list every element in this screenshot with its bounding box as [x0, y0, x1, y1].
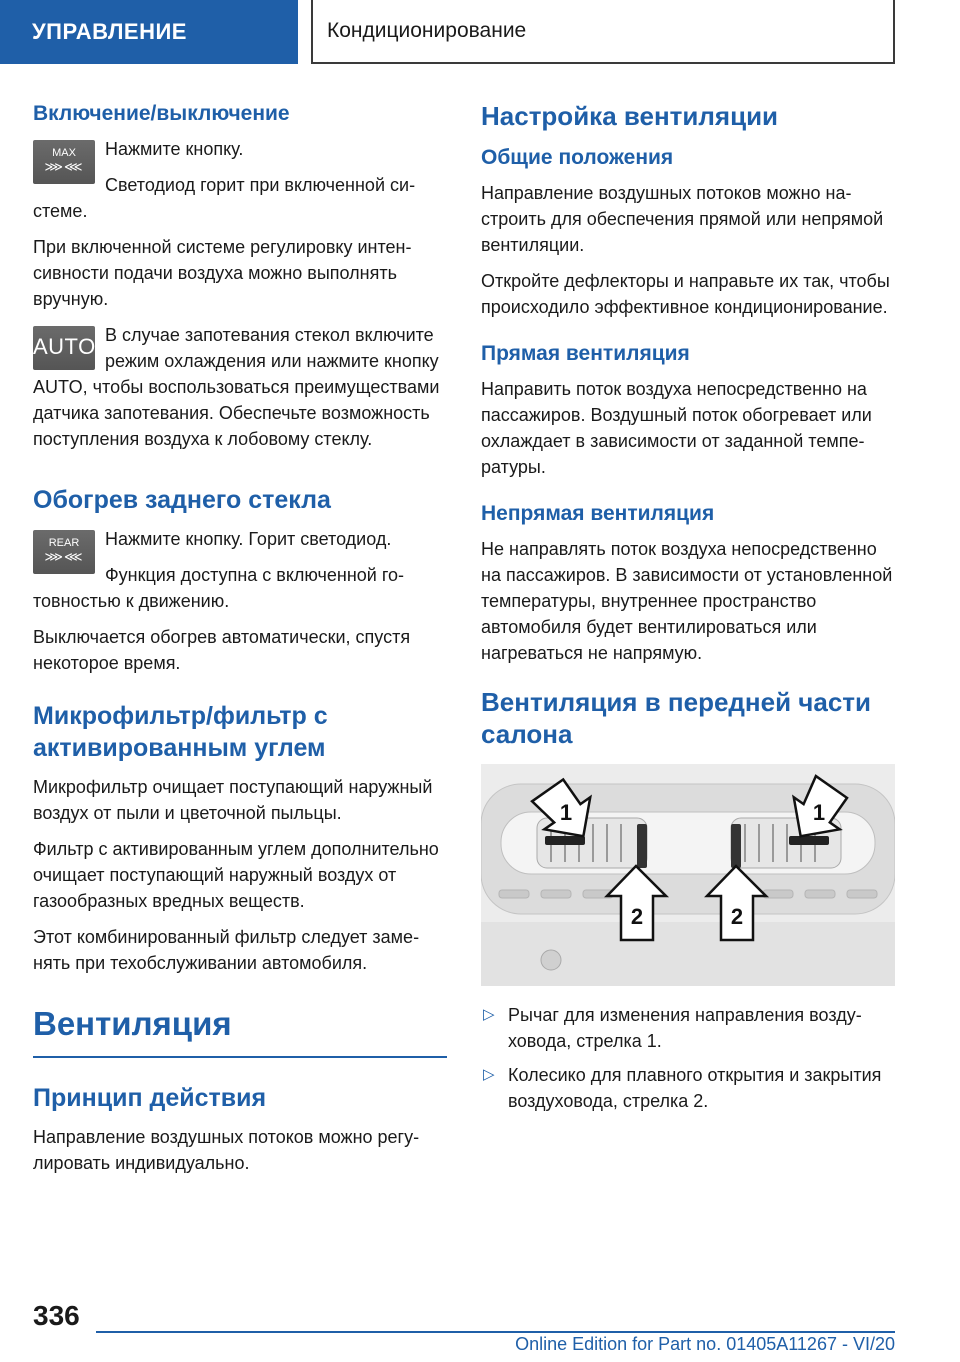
list-item	[481, 1062, 895, 1114]
heading-principle: Принцип действия	[33, 1084, 267, 1112]
heading-rear: Обогрев заднего стекла	[33, 486, 331, 514]
footer-rule	[96, 1331, 895, 1333]
paragraph-indirect: Не направлять поток воздуха непосредственно на пассажиров. В зависимости от установленной температуры, внутреннее пространство автомобиля будет вентилироваться или нагреваться не напрямую.	[481, 539, 893, 663]
auto-icon-label: AUTO	[33, 334, 96, 359]
auto-block	[33, 322, 447, 462]
section-tab	[0, 0, 298, 64]
max-block	[33, 136, 447, 234]
figure-label-2-left: 2	[630, 904, 644, 929]
heading-indirect: Непрямая вентиляция	[481, 502, 715, 525]
paragraph-manual: При включенной системе регулировку интенсивности подачи воздуха можно выполнять вручную.	[33, 237, 412, 309]
rear-block	[33, 526, 447, 624]
heading-filter: Микрофильтр/фильтр с активированным углем	[33, 702, 328, 762]
heading-rule	[33, 1056, 447, 1058]
triangle-bullet-icon: ▷	[483, 1066, 495, 1083]
rear-icon-label: REAR	[48, 537, 80, 549]
paragraph-principle: Направление воздушных потоков можно регулировать индивидуально.	[33, 1127, 420, 1173]
paragraph-general2: Откройте дефлекторы и направьте их так, чтобы происходило эффективное кондиционирование.	[481, 271, 890, 317]
left-column	[33, 100, 447, 1186]
defrost-wave-icon: ⋙⋘	[44, 159, 84, 174]
paragraph-filter2: Фильтр с активированным углем дополнительно очищает поступающий наружный воздух от газообразных вредных веществ.	[33, 839, 439, 911]
page-number: 336	[33, 1300, 80, 1331]
triangle-bullet-icon: ▷	[483, 1006, 495, 1023]
heading-general: Общие положения	[481, 146, 674, 169]
right-column	[481, 100, 895, 1122]
rear-defrost-button-icon	[33, 530, 95, 574]
list-item	[481, 1002, 895, 1054]
paragraph-filter3: Этот комбинированный фильтр следует заменять при техобслуживании автомобиля.	[33, 927, 420, 973]
bullet-text: Рычаг для изменения направления воздуховода, стрелка 1.	[508, 1005, 862, 1051]
heading-onoff: Включение/выключение	[33, 102, 290, 125]
chapter-header	[311, 0, 895, 64]
bullet-list	[481, 1002, 895, 1114]
paragraph-rear-func: Функция доступна с включенной готовностью к движению.	[33, 565, 405, 611]
paragraph-fog: В случае запотевания стекол включите режим охлаждения или нажмите кнопку AUTO, чтобы воспользоваться преимуществами датчика запотевания. Обеспечьте возможность поступления воздуха к лобовому стеклу.	[33, 325, 440, 449]
heading-front-vent: Вентиляция в передней части салона	[481, 687, 872, 749]
air-vent-figure	[481, 764, 895, 986]
paragraph-rear-off: Выключается обогрев автоматически, спустя некоторое время.	[33, 627, 411, 673]
figure-label-1-right: 1	[812, 800, 826, 825]
air-vent-illustration	[481, 764, 895, 986]
heading-setup: Настройка вентиляции	[481, 101, 779, 131]
paragraph-filter1: Микрофильтр очищает поступающий наружный воздух от пыли и цветочной пыльцы.	[33, 777, 433, 823]
paragraph-press: Нажмите кнопку.	[105, 139, 244, 159]
max-defrost-button-icon	[33, 140, 95, 184]
figure-label-1-left: 1	[559, 800, 573, 825]
chapter-title: Кондиционирование	[327, 19, 527, 42]
paragraph-led: Светодиод горит при включенной системе.	[33, 175, 416, 221]
footer-edition: Online Edition for Part no. 01405A11267 - VI/20	[515, 1334, 895, 1354]
paragraph-direct: Направить поток воздуха непосредственно на пассажиров. Воздушный поток обогревает или охлаждает в зависимости от заданной температуры.	[481, 379, 872, 477]
bullet-text: Колесико для плавного открытия и закрытия воздуховода, стрелка 2.	[508, 1065, 882, 1111]
max-icon-label: MAX	[52, 147, 76, 159]
figure-label-2-right: 2	[730, 904, 744, 929]
auto-button-icon	[33, 326, 95, 370]
paragraph-general1: Направление воздушных потоков можно настроить для обеспечения прямой или непрямой вентиляции.	[481, 183, 884, 255]
heading-ventilation: Вентиляция	[33, 1005, 232, 1042]
rear-wave-icon: ⋙⋘	[44, 549, 84, 564]
paragraph-rear-press: Нажмите кнопку. Горит светодиод.	[105, 529, 392, 549]
heading-direct: Прямая вентиляция	[481, 342, 690, 365]
section-title: УПРАВЛЕНИЕ	[32, 19, 187, 44]
